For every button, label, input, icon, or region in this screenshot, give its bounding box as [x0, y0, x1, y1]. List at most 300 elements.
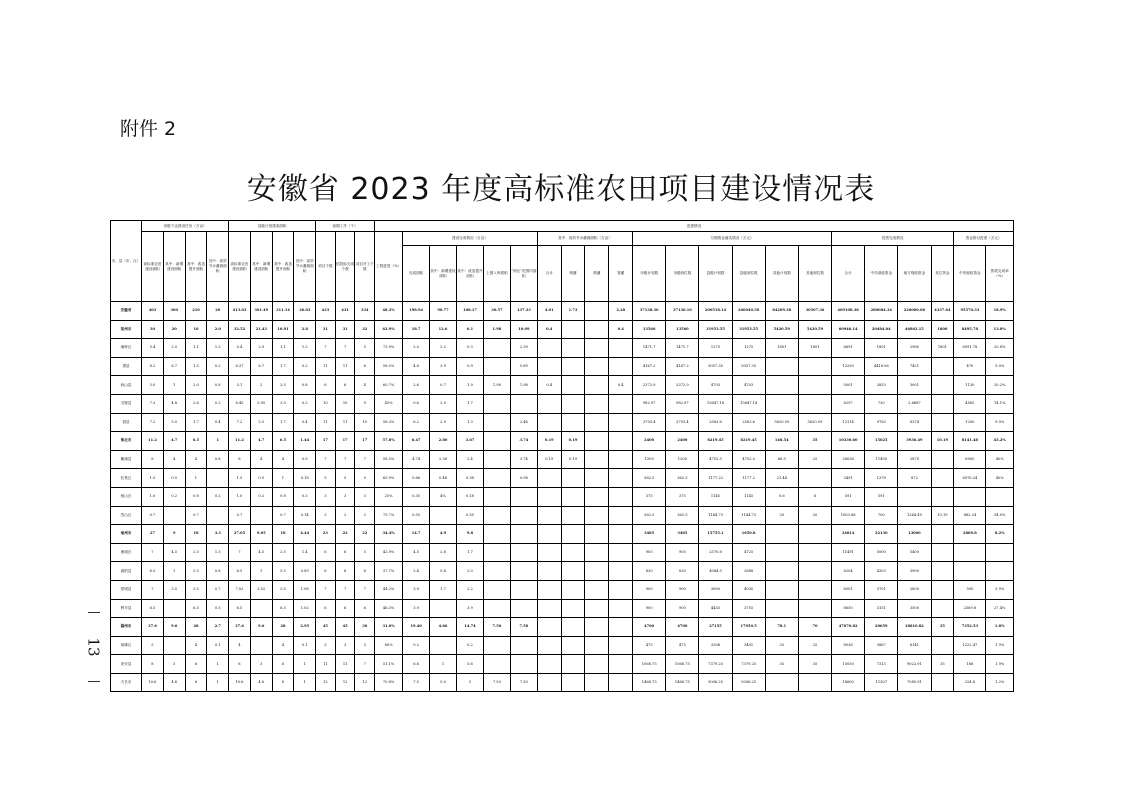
table-cell: 3401	[732, 636, 765, 655]
table-cell: 5420.59	[765, 320, 798, 339]
col-f3: 地方财政资金	[898, 246, 931, 302]
table-cell: 982.97	[666, 394, 699, 413]
table-cell: 5.5	[272, 562, 294, 581]
table-cell: 0.4	[430, 562, 457, 581]
table-cell: 35	[798, 655, 831, 674]
table-cell: 7	[316, 339, 336, 358]
table-cell: 60946.14	[832, 320, 865, 339]
table-cell: 13560	[633, 320, 666, 339]
table-cell: 9.6	[163, 618, 185, 637]
table-cell: 4	[355, 376, 375, 395]
table-cell: 591	[865, 487, 898, 506]
table-cell	[561, 339, 585, 358]
table-cell: 13560	[666, 320, 699, 339]
table-cell	[585, 525, 609, 544]
table-cell: 2.9	[430, 394, 457, 413]
table-cell: 17	[355, 432, 375, 451]
table-cell: 362.5	[633, 469, 666, 488]
table-row	[111, 339, 1014, 358]
table-cell	[931, 413, 954, 432]
table-cell: 6	[355, 599, 375, 618]
table-cell: 10	[316, 394, 336, 413]
table-cell	[585, 618, 609, 637]
table-cell: 2.4	[456, 450, 483, 469]
table-cell: 20484.04	[865, 320, 898, 339]
table-cell: 3.9	[430, 357, 457, 376]
table-cell: 0.7	[272, 506, 294, 525]
table-cell: 27155	[699, 618, 732, 637]
table-cell: 3.5	[272, 580, 294, 599]
table-cell: 7085.91	[898, 673, 931, 692]
table-cell: 8.37	[229, 357, 251, 376]
table-cell: 7379.25	[699, 655, 732, 674]
table-cell	[483, 599, 510, 618]
table-cell: 80%	[375, 636, 403, 655]
table-cell	[585, 487, 609, 506]
table-cell	[510, 506, 537, 525]
table-cell: 15647.18	[699, 394, 732, 413]
table-cell: 1.5	[185, 357, 207, 376]
table-cell: 0.8	[207, 376, 229, 395]
table-cell	[510, 562, 537, 581]
table-cell: 3.0	[142, 376, 164, 395]
table-cell: 1471.7	[666, 339, 699, 358]
table-cell: 982.97	[633, 394, 666, 413]
table-cell	[483, 432, 510, 451]
table-cell: 35	[765, 655, 798, 674]
table-cell	[561, 562, 585, 581]
table-cell: 6.5	[185, 432, 207, 451]
table-cell: 25%	[375, 487, 403, 506]
table-cell: 2372.9	[666, 376, 699, 395]
table-cell	[585, 450, 609, 469]
table-cell: 500	[954, 580, 986, 599]
table-cell	[561, 506, 585, 525]
table-cell: 409108.38	[832, 302, 865, 321]
table-cell: 7	[229, 543, 251, 562]
table-cell: 4.8	[163, 394, 185, 413]
table-cell	[585, 320, 609, 339]
table-cell: 8297	[832, 394, 865, 413]
table-cell: 2980	[898, 339, 931, 358]
table-cell	[483, 357, 510, 376]
table-cell	[483, 580, 510, 599]
table-cell: 3888	[732, 562, 765, 581]
col-rate: 工程进度（%）	[375, 232, 403, 302]
table-cell	[585, 580, 609, 599]
table-cell: 6	[335, 562, 355, 581]
table-cell: 1.98	[483, 320, 510, 339]
col-region: 市、县（市、区）	[111, 221, 142, 302]
table-cell: 6.5	[229, 562, 251, 581]
table-cell: 6	[335, 543, 355, 562]
table-cell: 2.5	[185, 543, 207, 562]
table-cell: 30	[355, 618, 375, 637]
table-cell: 22	[335, 525, 355, 544]
table-cell: 5057.35	[699, 357, 732, 376]
table-cell	[585, 394, 609, 413]
table-cell: 45	[316, 618, 336, 637]
table-cell: 1130	[954, 376, 986, 395]
table-cell	[537, 673, 561, 692]
table-cell: 4337.64	[931, 302, 954, 321]
table-cell: 14.7	[403, 525, 430, 544]
col-d4: 上图入库面积	[483, 246, 510, 302]
table-cell: 1	[294, 655, 316, 674]
col-i1: 市级计划数	[633, 246, 666, 302]
table-cell	[483, 339, 510, 358]
col-t3: 其中：改造提升面积	[185, 232, 207, 302]
table-cell: 3.9	[456, 599, 483, 618]
table-cell: 2.46	[510, 413, 537, 432]
table-cell: 2.5	[403, 339, 430, 358]
table-cell	[537, 618, 561, 637]
table-cell: 2.8	[294, 320, 316, 339]
table-cell	[483, 543, 510, 562]
table-cell	[609, 655, 633, 674]
table-cell	[609, 599, 633, 618]
table-cell: 7	[355, 655, 375, 674]
table-cell: 30.57	[483, 302, 510, 321]
table-cell: 1.2%	[986, 673, 1014, 692]
table-cell: 60.7%	[375, 376, 403, 395]
col-i6: 其他到位数	[798, 246, 831, 302]
table-cell: 4.9	[430, 525, 457, 544]
table-cell: 48.3%	[375, 302, 403, 321]
table-cell: 7352.53	[954, 618, 986, 637]
table-cell: 5.89	[510, 357, 537, 376]
table-cell: 311.14	[272, 302, 294, 321]
table-cell: 20	[207, 302, 229, 321]
table-cell: 8650	[832, 599, 865, 618]
table-cell: 0.55	[456, 506, 483, 525]
table-cell: 7	[335, 339, 355, 358]
table-header	[111, 221, 1014, 302]
table-cell	[931, 469, 954, 488]
table-cell: 9783	[865, 413, 898, 432]
table-cell: 18	[185, 525, 207, 544]
table-cell: 20659	[865, 618, 898, 637]
table-cell	[537, 655, 561, 674]
table-cell	[163, 599, 185, 618]
table-cell: 0.5	[207, 599, 229, 618]
table-cell: 37.6	[229, 618, 251, 637]
table-cell: 40%	[986, 469, 1014, 488]
table-cell: 280084.34	[865, 302, 898, 321]
table-cell: 3001	[898, 376, 931, 395]
table-cell: 148.54	[765, 432, 798, 451]
table-cell: 4.5	[250, 543, 272, 562]
row-region-cell: 杜集区	[111, 469, 142, 488]
table-cell: 4	[185, 450, 207, 469]
table-cell	[561, 357, 585, 376]
table-cell: 6141	[898, 636, 931, 655]
table-cell	[798, 357, 831, 376]
table-cell: 2.9	[250, 339, 272, 358]
table-cell: 0.7	[185, 506, 207, 525]
table-cell: 11490	[865, 450, 898, 469]
table-cell: 32	[355, 320, 375, 339]
table-cell	[609, 487, 633, 506]
table-cell: 5	[355, 339, 375, 358]
col-t2: 其中：新增建设面积	[163, 232, 185, 302]
table-row	[111, 450, 1014, 469]
table-cell: 4	[272, 636, 294, 655]
table-cell: 1.5	[142, 469, 164, 488]
table-cell: 21.44	[765, 469, 798, 488]
table-cell: 1.98	[483, 376, 510, 395]
table-cell: 46.3%	[375, 599, 403, 618]
project-status-table-wrapper	[110, 220, 1014, 692]
table-cell: 58.5%	[375, 450, 403, 469]
row-region-cell: 谯城区	[111, 543, 142, 562]
table-cell: 1.9%	[986, 636, 1014, 655]
col-p4: 其中：高效节水灌溉面积	[294, 232, 316, 302]
table-cell: 3701	[865, 580, 898, 599]
table-cell: 0.4	[294, 413, 316, 432]
col-p2: 其中：新增建设面积	[250, 232, 272, 302]
table-cell	[483, 394, 510, 413]
table-cell: 1145	[732, 487, 765, 506]
table-cell: 2869.8	[954, 525, 986, 544]
table-row	[111, 636, 1014, 655]
table-cell: 5.4	[229, 339, 251, 358]
table-cell: 2	[355, 506, 375, 525]
table-cell: 6.5	[272, 432, 294, 451]
table-cell	[430, 636, 457, 655]
table-cell: 0.8	[272, 487, 294, 506]
table-cell: 4.6	[163, 673, 185, 692]
table-cell: 730	[865, 394, 898, 413]
table-cell: 2400	[633, 432, 666, 451]
subgroup-water: 其中：高效节水灌溉面积（万亩）	[537, 232, 632, 246]
table-cell: 32.52	[229, 320, 251, 339]
table-cell: 3900	[898, 562, 931, 581]
table-cell	[561, 376, 585, 395]
table-cell: 375	[633, 487, 666, 506]
table-cell: 2.6	[403, 376, 430, 395]
table-cell: 5400	[898, 543, 931, 562]
table-cell: 7.2	[229, 413, 251, 432]
table-cell: 1.3	[207, 543, 229, 562]
table-cell: 11	[316, 357, 336, 376]
table-cell: 15647.18	[732, 394, 765, 413]
table-cell: 10.19	[931, 432, 954, 451]
table-cell: 36.83	[294, 302, 316, 321]
table-cell: 1.7	[272, 357, 294, 376]
table-cell: 0.2	[294, 357, 316, 376]
table-cell	[609, 562, 633, 581]
table-cell: 1	[250, 562, 272, 581]
table-cell	[931, 487, 954, 506]
table-cell: 6.5	[229, 599, 251, 618]
table-cell: 1.9	[456, 376, 483, 395]
table-cell	[561, 487, 585, 506]
table-cell: 6.1	[456, 320, 483, 339]
table-cell: 19.40	[403, 618, 430, 637]
table-cell: 362.5	[666, 469, 699, 488]
table-cell: 3	[316, 636, 336, 655]
table-cell: 1	[294, 673, 316, 692]
table-cell: 20.8%	[986, 339, 1014, 358]
table-cell: 12	[316, 673, 336, 692]
table-cell: 1.0	[142, 487, 164, 506]
table-cell: 30507.36	[798, 302, 831, 321]
table-row	[111, 580, 1014, 599]
table-cell: 0.18	[294, 469, 316, 488]
subgroup-fund: 投资完成情况	[832, 232, 954, 246]
group-plan: 县级计划建成面积	[229, 221, 316, 232]
table-cell: 66.5	[765, 450, 798, 469]
table-cell	[765, 394, 798, 413]
table-cell: 1.98	[510, 376, 537, 395]
table-cell: 3936.49	[898, 432, 931, 451]
table-cell: 4167.2	[666, 357, 699, 376]
table-cell: 4.6	[250, 673, 272, 692]
table-cell: 3	[163, 655, 185, 674]
table-cell: 4	[163, 450, 185, 469]
table-cell	[585, 673, 609, 692]
table-row	[111, 618, 1014, 637]
table-cell: 3600	[699, 580, 732, 599]
subgroup-done: 建设完成情况（万亩）	[403, 232, 538, 246]
table-cell	[483, 562, 510, 581]
table-row	[111, 302, 1014, 321]
table-cell: 10.6	[142, 673, 164, 692]
table-cell: 31953.55	[699, 320, 732, 339]
table-cell: 1.3	[456, 413, 483, 432]
table-cell: 5.0%	[986, 357, 1014, 376]
table-cell: 4565	[954, 394, 986, 413]
table-cell: 8204	[832, 562, 865, 581]
table-cell: 6	[335, 599, 355, 618]
group-progress: 进度情况	[375, 221, 1014, 232]
col-d3: 其中：改造提升面积	[456, 246, 483, 302]
table-cell: 0.7	[430, 376, 457, 395]
table-cell: 6	[316, 376, 336, 395]
table-cell: 37130.10	[666, 302, 699, 321]
row-region-cell: 天长市	[111, 673, 142, 692]
table-cell	[765, 580, 798, 599]
table-cell	[207, 506, 229, 525]
table-cell	[609, 580, 633, 599]
table-cell: 2.36	[430, 450, 457, 469]
table-cell	[765, 357, 798, 376]
table-cell	[898, 487, 931, 506]
table-cell: 475	[633, 636, 666, 655]
col-d2: 其中：新增建设面积	[430, 246, 457, 302]
col-c1: 中央财政资金	[954, 246, 986, 302]
table-cell: 22130	[865, 525, 898, 544]
table-cell: 6	[316, 599, 336, 618]
table-cell: 3.52	[250, 580, 272, 599]
col-f4: 其它资金	[931, 246, 954, 302]
table-cell: 3.67	[456, 432, 483, 451]
group-projects: 前期工作（个）	[316, 221, 375, 232]
table-cell: 6	[272, 673, 294, 692]
table-cell: 58.3%	[375, 413, 403, 432]
table-cell: 3491	[832, 469, 865, 488]
table-cell	[561, 469, 585, 488]
table-cell: 882.24	[954, 506, 986, 525]
table-cell: 1145	[699, 487, 732, 506]
table-cell: 431	[335, 302, 355, 321]
table-body	[111, 302, 1014, 692]
table-cell: 73.9%	[375, 339, 403, 358]
table-cell: 1	[185, 469, 207, 488]
table-cell: 3	[335, 487, 355, 506]
table-cell: 27.4%	[986, 599, 1014, 618]
table-cell	[561, 673, 585, 692]
table-cell: 1378	[865, 469, 898, 488]
table-cell: 6	[185, 673, 207, 692]
table-cell: 6.5	[272, 599, 294, 618]
project-status-table	[110, 220, 1014, 692]
table-cell: 7	[355, 450, 375, 469]
table-row	[111, 394, 1014, 413]
table-cell: 1.08	[294, 580, 316, 599]
table-cell: 3.5	[185, 580, 207, 599]
table-cell: 1177.22	[699, 469, 732, 488]
table-cell: 10	[185, 320, 207, 339]
table-cell	[250, 599, 272, 618]
table-cell: 3	[316, 487, 336, 506]
table-cell: 1.4	[294, 543, 316, 562]
row-region-cell: 埇桥区	[111, 339, 142, 358]
table-cell: 4752.5	[699, 450, 732, 469]
table-cell: 403	[142, 302, 164, 321]
table-cell: 5.5	[250, 413, 272, 432]
table-cell: 2.39	[510, 339, 537, 358]
col-j3: 项目开工个数	[355, 232, 375, 302]
table-cell: 90.77	[430, 302, 457, 321]
table-cell: 3308	[699, 636, 732, 655]
table-cell: 5	[316, 469, 336, 488]
table-cell	[585, 636, 609, 655]
table-cell: 1.1	[272, 339, 294, 358]
table-cell: 18600	[832, 673, 865, 692]
table-cell: 6	[316, 543, 336, 562]
table-cell: 4.5	[163, 543, 185, 562]
table-cell	[609, 673, 633, 692]
table-cell	[954, 543, 986, 562]
table-cell: 5057.35	[732, 357, 765, 376]
table-cell: 0.4	[207, 413, 229, 432]
table-cell	[537, 394, 561, 413]
table-cell: 3.9	[403, 599, 430, 618]
table-cell: 14.74	[456, 618, 483, 637]
table-cell: 5006.25	[699, 673, 732, 692]
table-cell: 6	[316, 562, 336, 581]
table-cell: 3.9	[403, 580, 430, 599]
table-cell: 0.6	[765, 487, 798, 506]
table-cell	[765, 599, 798, 618]
table-cell	[510, 487, 537, 506]
row-region-cell: 烈山区	[111, 506, 142, 525]
table-cell: 12250	[832, 357, 865, 376]
table-cell: 13.8%	[986, 320, 1014, 339]
table-cell: 35	[931, 618, 954, 637]
table-cell: 20	[163, 320, 185, 339]
table-cell	[561, 525, 585, 544]
table-cell	[510, 580, 537, 599]
table-cell: 2369.8	[954, 599, 986, 618]
table-cell: 7.50	[483, 618, 510, 637]
table-cell	[609, 636, 633, 655]
row-region-cell: 宿州市	[111, 320, 142, 339]
table-cell: 28	[272, 618, 294, 637]
table-cell: 3793.4	[633, 413, 666, 432]
